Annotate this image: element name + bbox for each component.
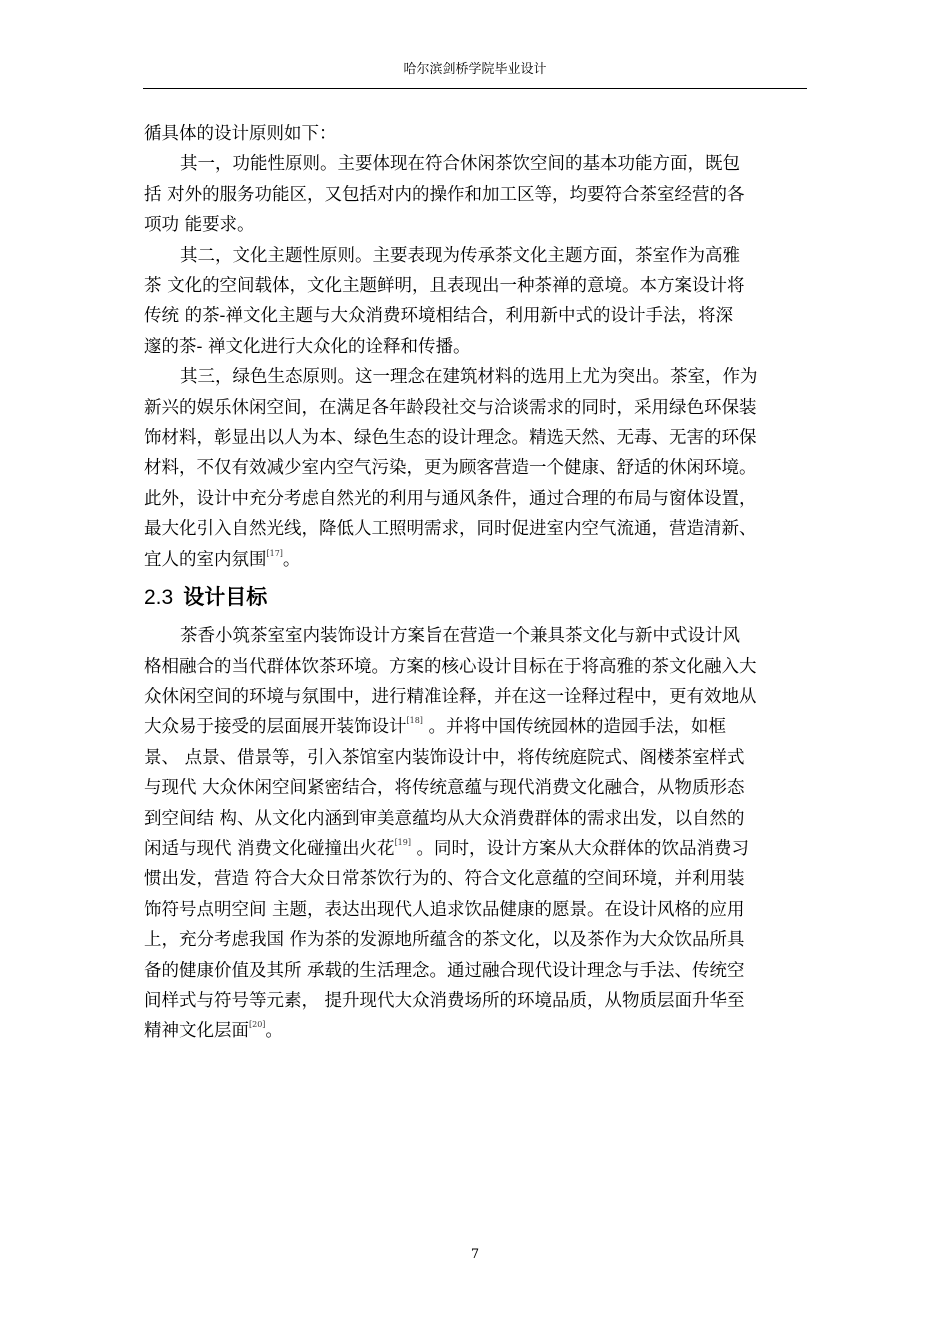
section-heading [144, 582, 808, 613]
text-line: 括 对外的服务功能区，又包括对内的操作和加工区等，均要符合茶室经营的各 [144, 184, 745, 205]
text-line: 新兴的娱乐休闲空间，在满足各年龄段社交与洽谈需求的同时，采用绿色环保装 [144, 397, 757, 418]
section-title: 设计目标 [183, 585, 268, 610]
text-line: 其二，文化主题性原则。主要表现为传承茶文化主题方面，茶室作为高雅 [180, 245, 740, 266]
text-line: 饰材料，彰显出以人为本、绿色生态的设计理念。精选天然、无毒、无害的环保 [144, 428, 757, 449]
citation-20[interactable]: [20] [249, 1020, 266, 1030]
text-line: 其一，功能性原则。主要体现在符合休闲茶饮空间的基本功能方面，既包 [180, 154, 740, 175]
text-line: 茶 文化的空间载体，文化主题鲜明，且表现出一种茶禅的意境。本方案设计将 [144, 276, 745, 297]
paragraph [144, 362, 808, 544]
text-run: 。 [265, 1021, 283, 1042]
text-line: 间样式与符号等元素， 提升现代大众消费场所的环境品质，从物质层面升华至 [144, 990, 745, 1011]
section-number: 2.3 [144, 586, 174, 610]
citation-19[interactable]: [19] [394, 837, 411, 847]
text-run: 精神文化层面 [144, 1021, 249, 1042]
text-line: 最大化引入自然光线，降低人工照明需求，同时促进室内空气流通，营造清新、 [144, 519, 757, 540]
text-run: 。并将中国传统园林的造园手法，如框 [422, 717, 726, 738]
text-line [144, 712, 808, 742]
citation-18[interactable]: [18] [406, 716, 423, 726]
text-line: 材料，不仅有效减少室内空气污染，更为顾客营造一个健康、舒适的休闲环境。 [144, 458, 757, 479]
text-line: 到空间结 构、从文化内涵到审美意蕴均从大众消费群体的需求出发，以自然的 [144, 808, 745, 829]
running-header: 哈尔滨剑桥学院毕业设计 [403, 62, 547, 77]
page-body [144, 119, 808, 1047]
text-line: 项功 能要求。 [144, 215, 255, 236]
text-line: 茶香小筑茶室室内装饰设计方案旨在营造一个兼具茶文化与新中式设计风 [180, 626, 740, 647]
text-line: 景、 点景、借景等，引入茶馆室内装饰设计中，将传统庭院式、阁楼茶室样式 [144, 747, 745, 768]
header-rule [143, 88, 807, 89]
text-run: 宜人的室内氛围 [144, 549, 267, 570]
text-line: 与现代 大众休闲空间紧密结合，将传统意蕴与现代消费文化融合，从物质形态 [144, 778, 745, 799]
paragraph-principle-3-end [144, 545, 808, 575]
text-line: 格相融合的当代群体饮茶环境。方案的核心设计目标在于将高雅的茶文化融入大 [144, 656, 757, 677]
text-line: 饰符号点明空间 主题，表达出现代人追求饮品健康的愿景。在设计风格的应用 [144, 899, 745, 920]
text-run: 。 [282, 549, 301, 570]
text-line: 备的健康价值及其所 承载的生活理念。通过融合现代设计理念与手法、传统空 [144, 960, 745, 981]
page-number: 7 [470, 1247, 480, 1262]
text-line: 此外，设计中充分考虑自然光的利用与通风条件，通过合理的布局与窗体设置， [144, 488, 757, 509]
text-line: 其三，绿色生态原则。这一理念在建筑材料的选用上尤为突出。茶室，作为 [180, 367, 758, 388]
text-line: 惯出发，营造 符合大众日常茶饮行为的、符合文化意蕴的空间环境，并利用装 [144, 869, 745, 890]
principles-paragraphs [144, 119, 808, 545]
citation-17[interactable]: [17] [266, 548, 283, 558]
text-run: 闲适与现代 消费文化碰撞出火花 [144, 838, 395, 859]
paragraph [144, 149, 808, 240]
text-line: 上，充分考虑我国 作为茶的发源地所蕴含的茶文化，以及茶作为大众饮品所具 [144, 930, 745, 951]
text-line: 众休闲空间的环境与氛围中，进行精准诠释，并在这一诠释过程中，更有效地从 [144, 686, 757, 707]
paragraph [144, 119, 808, 149]
text-line [144, 545, 808, 575]
text-line: 传统 的茶-禅文化主题与大众消费环境相结合，利用新中式的设计手法，将深 [144, 306, 733, 327]
text-run: 大众易于接受的层面展开装饰设计 [144, 717, 407, 738]
paragraph [144, 241, 808, 363]
text-line [144, 834, 808, 864]
text-line: 邃的茶- 禅文化进行大众化的诠释和传播。 [144, 336, 471, 357]
text-line [144, 1016, 808, 1046]
text-run: 。同时，设计方案从大众群体的饮品消费习 [410, 838, 750, 859]
paragraph-design-goal [144, 621, 808, 1047]
text-line: 循具体的设计原则如下： [144, 124, 337, 144]
